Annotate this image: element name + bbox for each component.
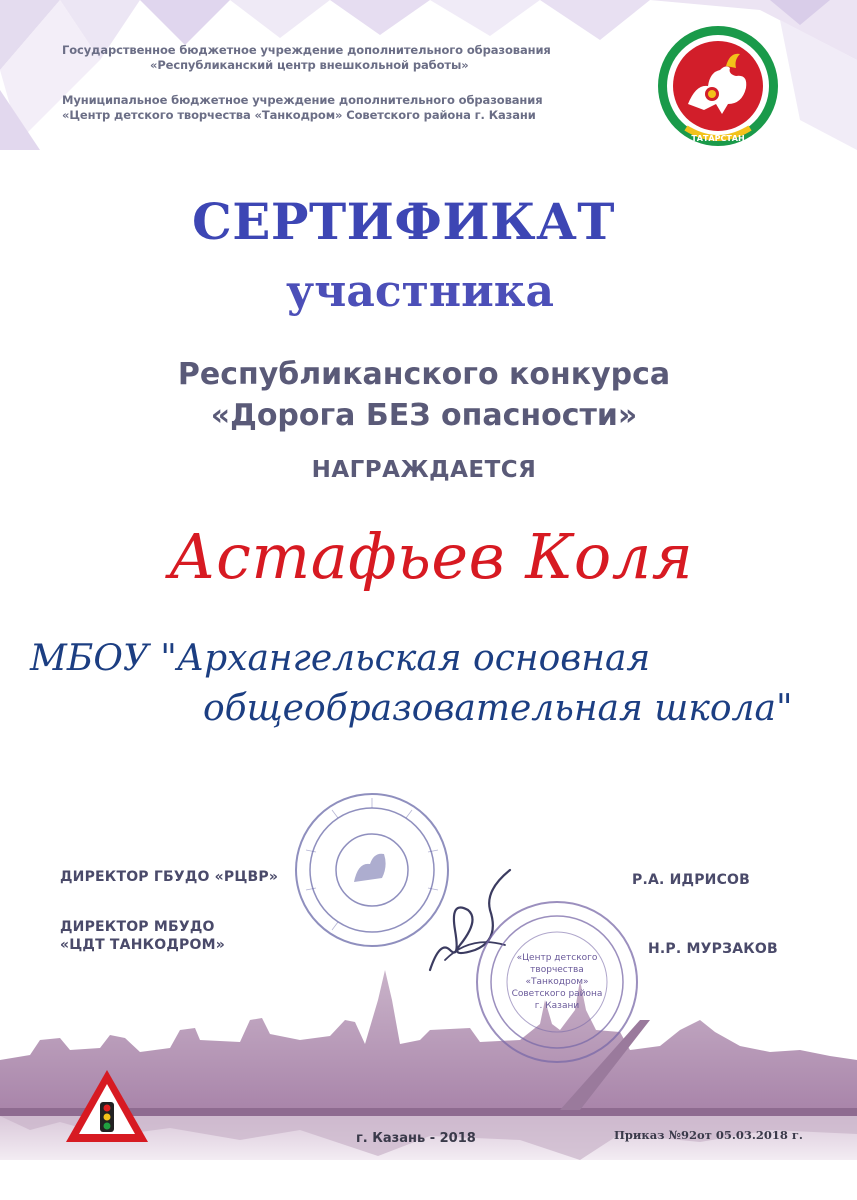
contest-line-2: «Дорога БЕЗ опасности»	[210, 398, 638, 433]
stamp2-line4: Советского района	[511, 989, 603, 999]
organization-1	[62, 43, 551, 72]
org1-line2: «Республиканский центр внешкольной работы»	[150, 57, 469, 72]
stamp2-line2: творчества	[530, 965, 584, 975]
stamp-cdt	[472, 897, 642, 1067]
org2-line2: «Центр детского творчества «Танкодром» Советского района г. Казани	[62, 107, 536, 122]
signatory-name-1: Р.А. ИДРИСОВ	[632, 872, 751, 888]
certificate-subtitle: участника	[285, 266, 555, 317]
stamp2-line1: «Центр детского	[516, 953, 598, 963]
signatory-role-2-line2: «ЦДТ ТАНКОДРОМ»	[60, 937, 225, 953]
emblem-text: ТАТАРСТАН	[691, 134, 745, 143]
tatarstan-emblem	[656, 24, 780, 148]
signatory-role-2-line1: ДИРЕКТОР МБУДО	[60, 919, 215, 935]
traffic-light-sign-icon	[62, 1066, 152, 1146]
school-line-1: МБОУ "Архангельская основная	[30, 638, 651, 679]
certificate-title: СЕРТИФИКАТ	[191, 192, 616, 251]
org1-line1: Государственное бюджетное учреждение дополнительного образования	[62, 43, 551, 57]
signatory-role-1: ДИРЕКТОР ГБУДО «РЦВР»	[60, 869, 279, 885]
contest-line-1: Республиканского конкурса	[177, 357, 671, 392]
signatory-name-2: Н.Р. МУРЗАКОВ	[648, 941, 778, 957]
order-reference: Приказ №92от 05.03.2018 г.	[614, 1128, 803, 1142]
city-year: г. Казань - 2018	[356, 1131, 476, 1146]
recipient-name: Астафьев Коля	[168, 520, 694, 593]
stamp2-line5: г. Казани	[534, 1001, 580, 1011]
organization-2	[62, 93, 543, 122]
school-line-2: общеобразовательная школа"	[203, 688, 793, 729]
org2-line1: Муниципальное бюджетное учреждение дополнительного образования	[62, 93, 543, 107]
awarded-label: НАГРАЖДАЕТСЯ	[311, 457, 537, 483]
stamp2-line3: «Танкодром»	[525, 977, 589, 987]
signatory-role-2	[60, 918, 225, 954]
